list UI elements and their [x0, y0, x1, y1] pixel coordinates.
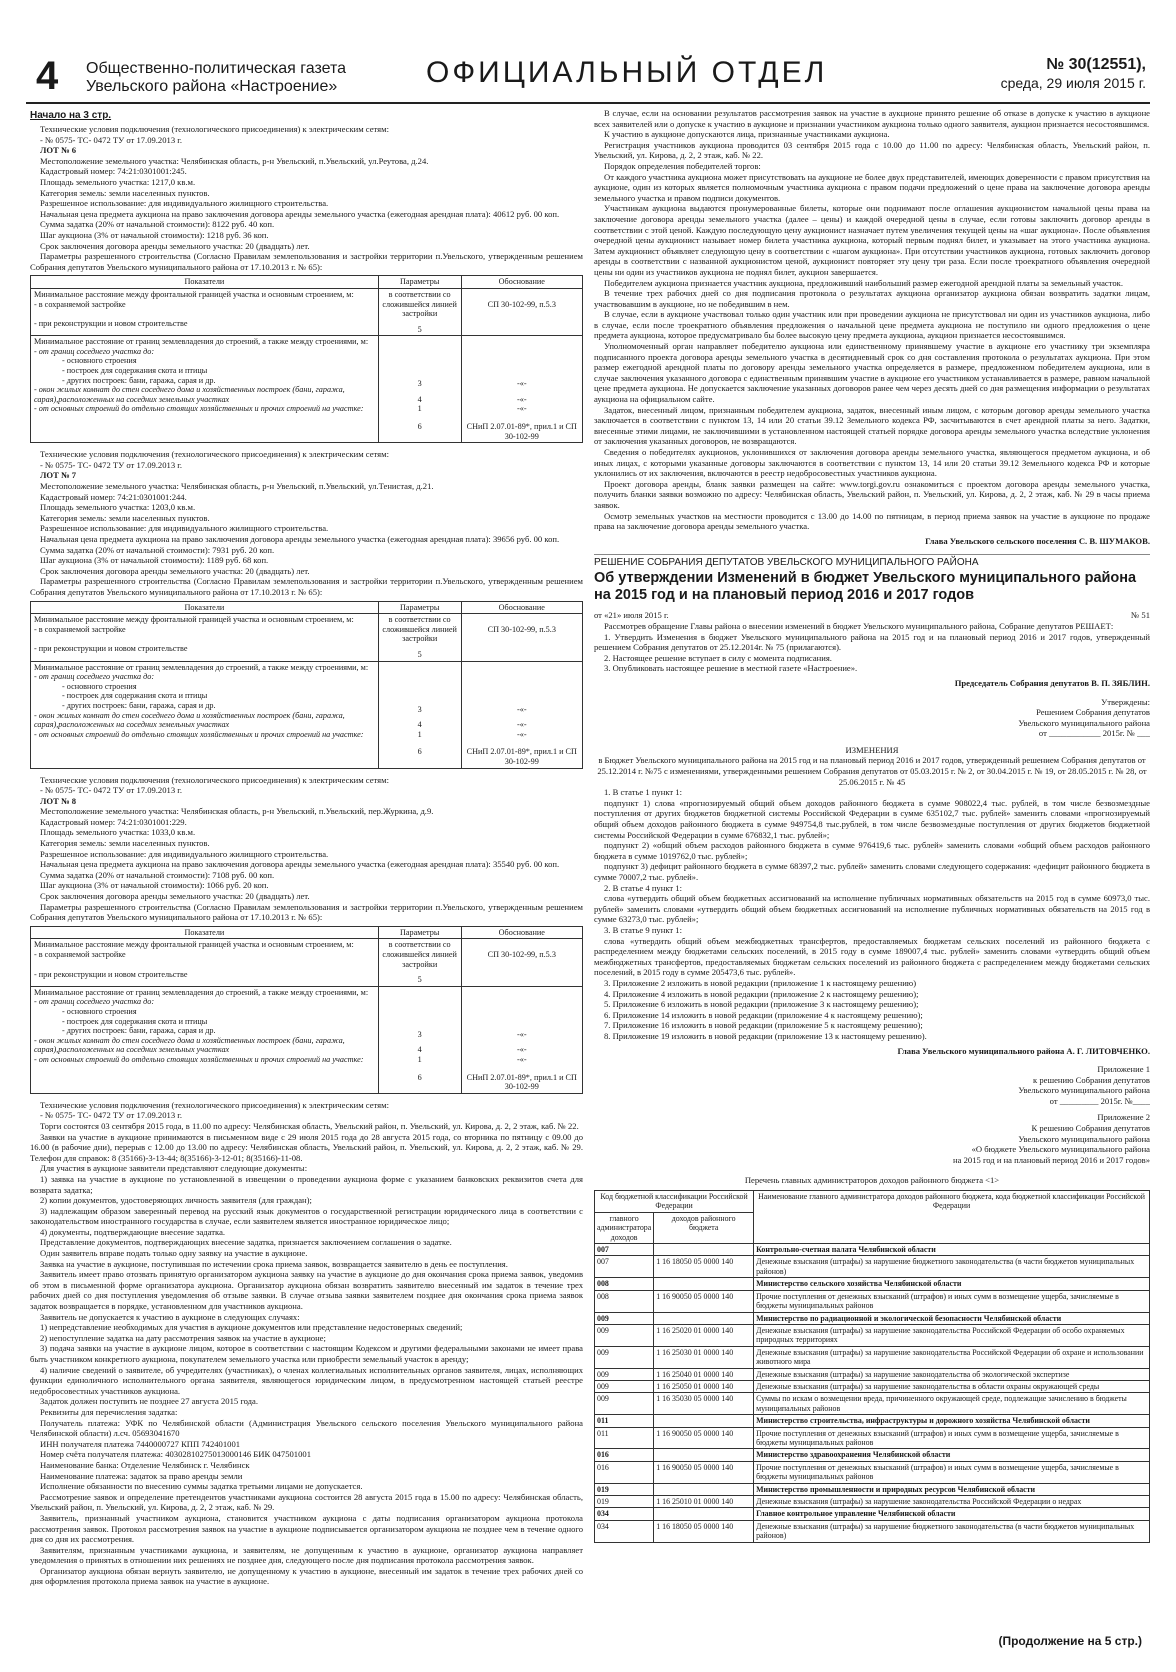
- income-code: 1 16 18050 05 0000 140: [654, 1520, 754, 1542]
- income-code: 1 16 25050 01 0000 140: [654, 1380, 754, 1392]
- appendix-2-block: Приложение 2 К решению Собрания депутатов Увельского муниципального района «О бюджете Увельского муниципального района на 2015 год и на плановый период 2016 и 2017 годов»: [953, 1112, 1150, 1165]
- paragraph: 3. Опубликовать настоящее решение в местной газете «Настроение».: [604, 663, 858, 674]
- admin-name: Денежные взыскания (штрафы) за нарушение бюджетного законодательства (в части бюджетов муниципальных районов): [754, 1520, 1150, 1542]
- table-row: [595, 1290, 1150, 1312]
- paragraph: Исполнение обязанности по внесению суммы задатка третьими лицами не допускается.: [40, 1481, 363, 1492]
- lot-title: ЛОТ № 6: [40, 145, 77, 156]
- lot-field: Площадь земельного участка: 1033,0 кв.м.: [40, 827, 196, 838]
- lot-field: Параметры разрешенного строительства (Согласно Правилам землепользования и застройки территории п.Увельского, утвержденным решением Собрания депутатов Увельского муниципального района от 17.10.2013 г. № 65):: [30, 251, 583, 272]
- paragraph: 1) непредставление необходимых для участия в аукционе документов или представление недостоверных сведений;: [40, 1322, 463, 1333]
- table-row: Минимальное расстояние от границ землевладения до строений, а также между строениями, м: - от границ соседнего участка до: - основного строения - построек для содержания скота и птицы - других построек: бани, гаража, сарая и др. - окон жилых комнат до стен соседнего дома и хозяйственных построек (бани, гаража, сарая),расположенных на соседних земельных участках - от основных строений до отдельно стоящих хозяйственных и прочих строений на участке: 3 4 1 6 -«- -«- -«- СНиП 2.07.01-89*, прил.1 и СП 30-102-99: [31, 986, 583, 1093]
- income-code: 1 16 25020 01 0000 140: [654, 1324, 754, 1346]
- income-code: [654, 1449, 754, 1461]
- table-row: [595, 1346, 1150, 1368]
- admin-code: 009: [595, 1312, 654, 1324]
- lot-field: Площадь земельного участка: 1203,0 кв.м.: [40, 502, 196, 513]
- paragraph: Заявителям, признанным участниками аукциона, и заявителям, не допущенным к участию в аукционе, организатор аукциона направляет уведомления о принятых в отношении них решениях не позднее дня, следующего после дня подписания протокола рассмотрения заявок.: [30, 1544, 583, 1566]
- table-row: [595, 1256, 1150, 1278]
- admin-code: 008: [595, 1290, 654, 1312]
- paragraph: 3) надлежащим образом заверенный перевод на русский язык документов о государственной регистрации юридического лица в соответствии с законодательством иностранного государства в случае, если заявителем является иностранное юридическое лицо;: [30, 1205, 583, 1227]
- income-code: 1 16 90050 05 0000 140: [654, 1461, 754, 1483]
- paragraph: Заявитель, признанный участником аукциона, становится участником аукциона с даты подписания организатором аукциона протокола рассмотрения заявок. Протокол рассмотрения заявок на участие в аукционе подписывается организатором аукциона не позднее чем в течение одного дня со дня их рассмотрения.: [30, 1512, 583, 1545]
- income-code: [654, 1244, 754, 1256]
- paragraph: 2) копии документов, удостоверяющих личность заявителя (для граждан);: [40, 1195, 312, 1206]
- admin-code: 019: [595, 1483, 654, 1495]
- signature: Председатель Собрания депутатов В. П. ЗЯБЛИН.: [954, 677, 1150, 688]
- paragraph: Порядок определения победителей торгов:: [604, 160, 761, 171]
- table-row: [595, 1461, 1150, 1483]
- paragraph: 1) заявка на участие в аукционе по установленной в извещении о проведении аукциона форме с указанием банковских реквизитов счета для возврата задатка;: [30, 1173, 583, 1195]
- table-row: Минимальное расстояние между фронтальной границей участка и основным строением, м: - в сохраняемой застройке - при реконструкции и новом строительстве в соответствии со сложившейся линией застройки 5 СП 30-102-99, п.5.3: [31, 288, 583, 335]
- paragraph: Торги состоятся 03 сентября 2015 года, в 11.00 по адресу: Челябинская область, Увельский район, п. Увельский, ул. Кирова, д. 2, 2 этаж, каб. № 22.: [40, 1120, 579, 1131]
- decision-number: № 51: [1131, 610, 1150, 621]
- paragraph: 6. Приложение 14 изложить в новой редакции (приложение 4 к настоящему решению);: [604, 1009, 923, 1020]
- admin-name: Прочие поступления от денежных взысканий (штрафов) и иных сумм в возмещение ущерба, зачисляемые в бюджеты муниципальных районов: [754, 1427, 1150, 1449]
- paragraph: подпункт 1) слова «прогнозируемый общий объем доходов районного бюджета в сумме 908022,4 тыс. рублей, в том числе безвозмездные поступления от других бюджетов бюджетной системы Российской Федерации в сумме 635102,7 тыс. рублей» заменить словами «прогнозируемый общий объем доходов районного бюджета в сумме 949754,8 тыс.рублей, в том числе безвозмездные поступления от других бюджетов бюджетной системы Российской Федерации в сумме 676832,1 тыс. рублей»;: [594, 797, 1150, 840]
- lot-field: Начальная цена предмета аукциона на право заключения договора аренды земельного участка (ежегодная арендная плата): 39656 руб. 00 коп.: [40, 534, 560, 544]
- lot-title: ЛОТ № 8: [40, 795, 77, 806]
- paragraph: Победителем аукциона признается участник аукциона, предложивший наибольший размер ежегодной арендной платы за земельный участок.: [604, 277, 1123, 288]
- lot-field: Категория земель: земли населенных пунктов.: [40, 838, 210, 849]
- lot-field: Срок заключения договора аренды земельного участка: 20 (двадцать) лет.: [40, 240, 310, 251]
- article-title: Об утверждении Изменений в бюджет Увельского муниципального района на 2015 год и на плановый период 2016 и 2017 годов: [594, 570, 1137, 604]
- admin-name: Денежные взыскания (штрафы) за нарушение законодательства об экологической экспертизе: [754, 1368, 1150, 1380]
- table-row: [595, 1520, 1150, 1542]
- tech-conditions: Технические условия подключения (технологического присоединения) к электрическим сетям:: [40, 124, 389, 134]
- paragraph: Задаток должен поступить не позднее 27 августа 2015 года.: [40, 1396, 259, 1407]
- paragraph: 3) подача заявки на участие в аукционе лицом, которое в соответствии с настоящим Кодексом и другими федеральными законами не имеет права быть участником конкретного аукциона, покупателем земельного участка или приобрести земельный участок в аренду;: [30, 1343, 583, 1364]
- admin-code: 034: [595, 1520, 654, 1542]
- table-row: Минимальное расстояние от границ землевладения до строений, а также между строениями, м: - от границ соседнего участка до: - основного строения - построек для содержания скота и птицы - других построек: бани, гаража, сарая и др. - окон жилых комнат до стен соседнего дома и хозяйственных построек (бани, гаража, сарая),расположенных на соседних земельных участках - от основных строений до отдельно стоящих хозяйственных и прочих строений на участке: 3 4 1 6 -«- -«- -«- СНиП 2.07.01-89*, прил.1 и СП 30-102-99: [31, 661, 583, 768]
- admin-name: Прочие поступления от денежных взысканий (штрафов) и иных сумм в возмещение ущерба, зачисляемые в бюджеты муниципальных районов: [754, 1461, 1150, 1483]
- paragraph: Осмотр земельных участков на местности проводится с 13.00 до 14.00 по пятницам, в период приема заявок на участие в аукционе по продаже права на заключение договора аренды земельного участка.: [594, 510, 1150, 532]
- paragraph: Уполномоченный орган направляет победителю аукциона или единственному принявшему участие в аукционе его участнику три экземпляра подписанного проекта договора аренды земельного участка в десятидневный срок со дня составления протокола о результатах аукциона. При этом размер ежегодной арендной платы по договору аренды земельного участка определяется в размере, предложенном победителем аукциона, или в случае заключения указанного договора с единственным принявшим участие в аукционе его участником устанавливается в размере, равном начальной цене предмета аукциона. Не допускается заключение указанных договоров ранее чем через десять дней со дня размещения информации о результатах аукциона на официальном сайте.: [594, 341, 1150, 405]
- table-row: Минимальное расстояние от границ землевладения до строений, а также между строениями, м: - от границ соседнего участка до: - основного строения - построек для содержания скота и птицы - других построек: бани, гаража, сарая и др. - окон жилых комнат до стен соседнего дома и хозяйственных построек (бани, гаража, сарая),расположенных на соседних земельных участках - от основных строений до отдельно стоящих хозяйственных и прочих строений на участке: 3 4 1 6 -«- -«- -«- СНиП 2.07.01-89*, прил.1 и СП 30-102-99: [31, 336, 583, 443]
- lot-field: Кадастровый номер: 74:21:0301001:245.: [40, 166, 187, 177]
- paragraph: подпункт 2) «общий объем расходов районного бюджета в сумме 976419,6 тыс. рублей» заменить словами «общий объем расходов районного бюджета в сумме 1019762,0 тыс. рублей»;: [594, 840, 1150, 861]
- income-code: 1 16 25010 01 0000 140: [654, 1496, 754, 1508]
- income-header: доходов районного бюджета: [654, 1212, 754, 1243]
- admin-name: Денежные взыскания (штрафы) за нарушение бюджетного законодательства (в части бюджетов муниципальных районов): [754, 1256, 1150, 1278]
- lot-field: Категория земель: земли населенных пунктов.: [40, 512, 210, 523]
- table-row: Минимальное расстояние между фронтальной границей участка и основным строением, м: - в сохраняемой застройке - при реконструкции и новом строительстве в соответствии со сложившейся линией застройки 5 СП 30-102-99, п.5.3: [31, 939, 583, 986]
- lot-field: Сумма задатка (20% от начальной стоимости): 7931 руб. 20 коп.: [40, 544, 275, 555]
- paragraph: 2) непоступление задатка на дату рассмотрения заявок на участие в аукционе;: [40, 1332, 326, 1343]
- admin-code: 016: [595, 1461, 654, 1483]
- admin-code: 016: [595, 1449, 654, 1461]
- income-code: 1 16 90050 05 0000 140: [654, 1427, 754, 1449]
- section-label: РЕШЕНИЕ СОБРАНИЯ ДЕПУТАТОВ УВЕЛЬСКОГО МУНИЦИПАЛЬНОГО РАЙОНА: [594, 554, 1150, 568]
- approval-block: Утверждены: Решением Собрания депутатов Увельского муниципального района от ____________ 2015г. № ___: [1018, 696, 1150, 739]
- lot-field: Местоположение земельного участка: Челябинская область, р-н Увельский, п.Увельский, ул.Реутова, д.24.: [40, 155, 429, 166]
- paragraph: В случае, если на основании результатов рассмотрения заявок на участие в аукционе принято решение об отказе в допуске к участию в аукционе всех заявителей или о допуске к участию в аукционе и признании участником аукциона только одного заявителя, аукцион признается несостоявшимся.: [594, 108, 1150, 129]
- paragraph: Рассмотрение заявок и определение претендентов участниками аукциона состоится 28 августа 2015 года в 15.00 по адресу: Челябинская область, Увельский район, п. Увельский, ул. Кирова, д. 2, 2 этаж, каб. № 29.: [30, 1491, 583, 1513]
- paragraph: Рассмотрев обращение Главы района о внесении изменений в бюджет Увельского муниципального района, Собрание депутатов РЕШАЕТ:: [604, 620, 1114, 631]
- admin-name: Министерство здравоохранения Челябинской области: [754, 1449, 1150, 1461]
- lot-field: Разрешенное использование: для индивидуального жилищного строительства.: [40, 198, 329, 209]
- paragraph: Участникам аукциона выдаются пронумерованные билеты, которые они поднимают после оглашения аукционистом начальной цены права на заключение договора аренды земельного участка (далее – цены) и каждой очередной цены в случае, если готовы заключить договор аренды в соответствии с этой ценой. Каждую последующую цену аукционист назначает путем увеличения текущей цены на «шаг аукциона». После объявления очередной цены аукционист называет номер билета участника аукциона, который первым поднял билет, и указывает на этого участника аукциона. Затем аукционист объявляет следующую цену в соответствии с «шагом аукциона». При отсутствии участников аукциона, готовых заключить договор аренды в соответствии с названной аукционистом ценой, аукционист повторяет эту цену три раза. Если после троекратного объявления очередной цены ни один из участников аукциона не поднял билет, аукцион завершается.: [594, 203, 1150, 277]
- paragraph: Заявки на участие в аукционе принимаются в письменном виде с 29 июля 2015 года до 28 августа 2015 года, со вторника по пятницу с 09.00 до 16.00 (в рабочие дни), перерыв с 12.00 до 13.00 по адресу: Челябинская область, Увельский район, п. Увельский, ул. Кирова, д. 2, 2 этаж, каб. № 29. Телефон для справок: 8 (35166)-3-13-44; 8(35166)-3-12-01; 8(35166)-11-08.: [30, 1131, 583, 1163]
- admin-code: 007: [595, 1244, 654, 1256]
- paragraph: Один заявитель вправе подать только одну заявку на участие в аукционе.: [40, 1248, 308, 1259]
- tech-conditions: Технические условия подключения (технологического присоединения) к электрическим сетям:: [40, 449, 389, 460]
- paragraph: От каждого участника аукциона может присутствовать на аукционе не более двух представителей, имеющих доверенности с правом присутствия на аукционе, один из которых является полномочным участника аукциона с правом подачи предложений о цене права на заключение договора аренды земельного участка и правом подписи документов.: [594, 171, 1150, 203]
- right-column: [594, 108, 1150, 1648]
- paragraph: 2. В статье 4 пункт 1:: [604, 882, 682, 893]
- paragraph: Наименование банка: Отделение Челябинск г. Челябинск: [40, 1459, 250, 1470]
- paragraph: слова «утвердить общий объем межбюджетных трансфертов, предоставляемых бюджетам сельских поселений из районного бюджета с распределением между бюджетами сельских поселений, в 2015 году в сумме 189007,4 тыс. рублей» заменить словами «утвердить общий объем межбюджетных трансфертов, предоставляемых бюджетам сельских поселений из районного бюджета с распределением между бюджетами сельских поселений, в 2015 году в сумме 205473,6 тыс. рублей».: [594, 935, 1150, 978]
- admin-code: 009: [595, 1346, 654, 1368]
- lot-field: Сумма задатка (20% от начальной стоимости): 8122 руб. 40 коп.: [40, 219, 275, 230]
- admin-header: главного администратора доходов: [595, 1212, 654, 1243]
- lot-field: Начальная цена предмета аукциона на право заключения договора аренды земельного участка (ежегодная арендная плата): 35540 руб. 00 коп.: [40, 859, 560, 870]
- paragraph: В течение трех рабочих дней со дня подписания протокола о результатах аукциона организатор аукциона обязан возвратить задатки лицам, участвовавшим в аукционе, но не победившим в нем.: [594, 288, 1150, 309]
- appendix-1-block: Приложение 1 к решению Собрания депутатов Увельского муниципального района от _________ 2015г. №____: [1018, 1064, 1150, 1106]
- tech-number: - № 0575- ТС- 0472 ТУ от 17.09.2013 г.: [40, 1110, 182, 1121]
- table-row: [595, 1324, 1150, 1346]
- continued-note: Начало на 3 стр.: [30, 110, 112, 121]
- paragraph: Номер счёта получателя платежа: 40302810275013000146 БИК 047501001: [40, 1449, 311, 1460]
- page-number: 4: [36, 54, 59, 98]
- lot-field: Начальная цена предмета аукциона на право заключения договора аренды земельного участка (ежегодная арендная плата): 40612 руб. 00 коп.: [40, 208, 560, 219]
- issue-date: среда, 29 июля 2015 г.: [1000, 75, 1146, 91]
- section-title: ОФИЦИАЛЬНЫЙ ОТДЕЛ: [426, 56, 828, 89]
- name-header: Наименование главного администратора доходов районного бюджета, кода бюджетной классификации Российской Федерации: [754, 1191, 1150, 1244]
- params-table: Показатели Параметры Обоснование Минимальное расстояние между фронтальной границей участка и основным строением, м: - в сохраняемой застройке - при реконструкции и новом строительстве в соответствии со сложившейся линией застройки 5 СП 30-102-99, п.5.3 Минимальное расстояние от границ землевладения до строений, а также между строениями, м: - от границ соседнего участка до: - основного строения - построек для содержания скота и птицы - других построек: бани, гаража, сарая и др. - окон жилых комнат до стен соседнего дома и хозяйственных построек (бани, гаража, сарая),расположенных на соседних земельных участках - от основных строений до отдельно стоящих хозяйственных и прочих строений на участке: 3 4 1 6 -«- -«- -«- СНиП 2.07.01-89*, прил.1 и СП 30-102-99: [30, 275, 583, 443]
- left-column: [30, 108, 583, 1648]
- tech-number: - № 0575- ТС- 0472 ТУ от 17.09.2013 г.: [40, 785, 182, 796]
- table-row: [595, 1312, 1150, 1324]
- table-row: [595, 1415, 1150, 1427]
- newspaper-name: Общественно-политическая газета Увельского района «Настроение»: [86, 60, 347, 95]
- paragraph: Заявитель имеет право отозвать принятую организатором аукциона заявку на участие в аукционе до дня окончания срока приема заявок, уведомив об этом в письменной форме организатора аукциона. Организатор аукциона обязан возвратить заявителю внесенный им задаток в течение трех рабочих дней со дня поступления уведомления об отзыве заявки. В случае отзыва заявки заявителем позднее дня окончания срока приема заявок задаток возвращается в порядке, установленном для участников аукциона.: [30, 1269, 583, 1312]
- admin-name: Главное контрольное управление Челябинской области: [754, 1508, 1150, 1520]
- paragraph: 2. Настоящее решение вступает в силу с момента подписания.: [604, 652, 832, 663]
- paragraph: Регистрация участников аукциона проводится 03 сентября 2015 года с 10.00 до 11.00 по адресу: Челябинская область, Увельский район, п. Увельский, ул. Кирова, д. 2, 2 этаж, каб. № 22.: [594, 139, 1150, 161]
- lot-field: Шаг аукциона (3% от начальной стоимости): 1218 руб. 36 коп.: [40, 229, 269, 240]
- lot-field: Разрешенное использование: для индивидуального жилищного строительства.: [40, 848, 329, 859]
- admin-code: 008: [595, 1278, 654, 1290]
- paragraph: Для участия в аукционе заявители представляют следующие документы:: [40, 1163, 308, 1174]
- paragraph: 4. Приложение 4 изложить в новой редакции (приложение 2 к настоящему решению);: [604, 988, 919, 999]
- lot-field: Местоположение земельного участка: Челябинская область, р-н Увельский, п.Увельский, ул.Тенистая, д.21.: [40, 481, 434, 492]
- signature: Глава Увельского муниципального района А. Г. ЛИТОВЧЕНКО.: [897, 1045, 1150, 1056]
- tech-conditions: Технические условия подключения (технологического присоединения) к электрическим сетям:: [40, 1099, 389, 1110]
- admin-name: Денежные взыскания (штрафы) за нарушение законодательства Российской Федерации об особо охраняемых природных территориях: [754, 1324, 1150, 1346]
- table-row: [595, 1508, 1150, 1520]
- signature: Глава Увельского сельского поселения С. В. ШУМАКОВ.: [925, 535, 1150, 546]
- paragraph: 1. В статье 1 пункт 1:: [604, 787, 682, 798]
- admin-name: Контрольно-счетная палата Челябинской области: [754, 1244, 1150, 1256]
- paragraph: 3. В статье 9 пункт 1:: [604, 924, 682, 935]
- paragraph: Заявка на участие в аукционе, поступившая по истечении срока приема заявок, возвращается заявителю в день ее поступления.: [40, 1258, 508, 1269]
- decision-meta: [594, 610, 1150, 621]
- changes-subtitle: в Бюджет Увельского муниципального района на 2015 год и на плановый период 2016 и 2017 годов, утвержденный решением Собрания депутатов от 25.12.2014 г. №75 с изменениями, утвержденными решением Собрания депутатов от 05.03.2015 г. № 2, от 30.04.2015 г. № 19, от 28.05.2015 г. № 28, от 25.06.2015 г. № 45: [597, 755, 1147, 787]
- paragraph: Заявитель не допускается к участию в аукционе в следующих случаях:: [40, 1311, 300, 1322]
- lot-field: Кадастровый номер: 74:21:0301001:229.: [40, 816, 187, 827]
- paragraph: Наименование платежа: задаток за право аренды земли: [40, 1470, 243, 1481]
- params-table: Показатели Параметры Обоснование Минимальное расстояние между фронтальной границей участка и основным строением, м: - в сохраняемой застройке - при реконструкции и новом строительстве в соответствии со сложившейся линией застройки 5 СП 30-102-99, п.5.3 Минимальное расстояние от границ землевладения до строений, а также между строениями, м: - от границ соседнего участка до: - основного строения - построек для содержания скота и птицы - других построек: бани, гаража, сарая и др. - окон жилых комнат до стен соседнего дома и хозяйственных построек (бани, гаража, сарая),расположенных на соседних земельных участках - от основных строений до отдельно стоящих хозяйственных и прочих строений на участке: 3 4 1 6 -«- -«- -«- СНиП 2.07.01-89*, прил.1 и СП 30-102-99: [30, 601, 583, 769]
- admin-name: Денежные взыскания (штрафы) за нарушение законодательства Российской Федерации об охране и использовании животного мира: [754, 1346, 1150, 1368]
- table-row: [595, 1427, 1150, 1449]
- lot-field: Шаг аукциона (3% от начальной стоимости): 1066 руб. 20 коп.: [40, 880, 269, 891]
- income-code: 1 16 90050 05 0000 140: [654, 1290, 754, 1312]
- income-code: [654, 1483, 754, 1495]
- lot-field: Площадь земельного участка: 1217,0 кв.м.: [40, 176, 196, 187]
- tech-conditions: Технические условия подключения (технологического присоединения) к электрическим сетям:: [40, 774, 389, 785]
- paragraph: Проект договора аренды, бланк заявки размещен на сайте: www.torgi.gov.ru ознакомиться с проектом договора аренды земельного участка, получить бланки заявки возможно по адресу: Челябинская область, Увельский район, п. Увельский, ул. Кирова, д. 2, 2 этаж, каб. № 29 в часы приема заявок.: [594, 478, 1150, 510]
- admin-code: 007: [595, 1256, 654, 1278]
- admin-name: Прочие поступления от денежных взысканий (штрафов) и иных сумм в возмещение ущерба, зачисляемые в бюджеты муниципальных районов: [754, 1290, 1150, 1312]
- lot-field: Срок заключения договора аренды земельного участка: 20 (двадцать) лет.: [40, 565, 310, 576]
- table-row: [595, 1244, 1150, 1256]
- admin-code: 009: [595, 1380, 654, 1392]
- admin-code: 011: [595, 1415, 654, 1427]
- tech-number: - № 0575- ТС- 0472 ТУ от 17.09.2013 г.: [40, 134, 182, 145]
- table-row: [595, 1368, 1150, 1380]
- table-row: [595, 1380, 1150, 1392]
- paragraph: 3. Приложение 2 изложить в новой редакции (приложение 1 к настоящему решению): [604, 977, 917, 988]
- admin-name: Министерство строительства, инфраструктуры и дорожного хозяйства Челябинской области: [754, 1415, 1150, 1427]
- administrators-table: [594, 1190, 1150, 1543]
- issue-info: [1001, 56, 1146, 92]
- admin-code: 009: [595, 1393, 654, 1415]
- paragraph: Получатель платежа: УФК по Челябинской области (Администрация Увельского сельского поселения Увельского муниципального района Челябинской области) л.сч. 05693041670: [30, 1417, 583, 1439]
- paragraph: 1. Утвердить Изменения в бюджет Увельского муниципального района на 2015 год и на плановый период 2016 и 2017 годов, утвержденный решением Собрания депутатов от 25.12.2014г. № 75 (прилагаются).: [594, 631, 1150, 653]
- admin-code: 011: [595, 1427, 654, 1449]
- income-code: [654, 1278, 754, 1290]
- table-row: Минимальное расстояние между фронтальной границей участка и основным строением, м: - в сохраняемой застройке - при реконструкции и новом строительстве в соответствии со сложившейся линией застройки 5 СП 30-102-99, п.5.3: [31, 614, 583, 661]
- lot-field: Категория земель: земли населенных пунктов.: [40, 187, 210, 198]
- admin-name: Министерство по радиационной и экологической безопасности Челябинской области: [754, 1312, 1150, 1324]
- decision-date: от «21» июля 2015 г.: [594, 610, 669, 621]
- paragraph: В случае, если в аукционе участвовал только один участник или при проведении аукциона не присутствовал ни один из участников аукциона, либо в случае, если после троекратного объявления предложения о начальной цене предмета аукциона не поступило ни одного предложения о цене предмета аукциона, которое предусматривало бы более высокую цену предмета аукциона, аукцион признается несостоявшимся.: [594, 309, 1150, 341]
- admin-name: Суммы по искам о возмещении вреда, причиненного окружающей среде, подлежащие зачислению в бюджеты муниципальных районов: [754, 1393, 1150, 1415]
- code-header: Код бюджетной классификации Российской Федерации: [595, 1191, 754, 1213]
- paragraph: Реквизиты для перечисления задатка:: [40, 1406, 178, 1417]
- paragraph: Представление документов, подтверждающих внесение задатка, признается заключением соглашения о задатке.: [40, 1237, 452, 1248]
- lot-field: Шаг аукциона (3% от начальной стоимости): 1189 руб. 68 коп.: [40, 555, 269, 566]
- lot-field: Сумма задатка (20% от начальной стоимости): 7108 руб. 00 коп.: [40, 869, 275, 880]
- lot-field: Разрешенное использование: для индивидуального жилищного строительства.: [40, 523, 329, 534]
- issue-number: № 30(12551),: [1046, 56, 1146, 73]
- income-code: 1 16 18050 05 0000 140: [654, 1256, 754, 1278]
- paragraph: ИНН получателя платежа 7440000727 КПП 742401001: [40, 1438, 241, 1449]
- paragraph: 5. Приложение 6 изложить в новой редакции (приложение 3 к настоящему решению);: [604, 999, 919, 1010]
- income-code: [654, 1312, 754, 1324]
- changes-title: ИЗМЕНЕНИЯ: [845, 744, 899, 755]
- table-row: [595, 1393, 1150, 1415]
- paragraph: 7. Приложение 16 изложить в новой редакции (приложение 5 к настоящему решению);: [604, 1020, 923, 1031]
- lot-field: Кадастровый номер: 74:21:0301001:244.: [40, 491, 187, 502]
- table-row: [595, 1483, 1150, 1495]
- table-row: [595, 1278, 1150, 1290]
- admin-name: Денежные взыскания (штрафы) за нарушение законодательства Российской Федерации о недрах: [754, 1496, 1150, 1508]
- income-code: 1 16 35030 05 0000 140: [654, 1393, 754, 1415]
- table-row: [595, 1449, 1150, 1461]
- admin-code: 034: [595, 1508, 654, 1520]
- admin-name: Министерство сельского хозяйства Челябинской области: [754, 1278, 1150, 1290]
- paragraph: К участию в аукционе допускаются лица, признанные участниками аукциона.: [604, 129, 890, 140]
- income-code: 1 16 25040 01 0000 140: [654, 1368, 754, 1380]
- lot-field: Местоположение земельного участка: Челябинская область, р-н Увельский, п.Увельский, пер.Журкина, д.9.: [40, 806, 434, 817]
- page-header: [26, 52, 1150, 104]
- admin-code: 009: [595, 1368, 654, 1380]
- income-code: [654, 1415, 754, 1427]
- admin-code: 009: [595, 1324, 654, 1346]
- income-code: 1 16 25030 01 0000 140: [654, 1346, 754, 1368]
- paragraph: слова «утвердить общий объем бюджетных ассигнований на исполнение публичных нормативных обязательств на 2015 год в сумме 60973,0 тыс. рублей» заменить словами «утвердить общий объем бюджетных ассигнований на исполнение публичных нормативных обязательств на 2015 год в сумме 63273,0 тыс. рублей»;: [594, 893, 1150, 925]
- params-table: Показатели Параметры Обоснование Минимальное расстояние между фронтальной границей участка и основным строением, м: - в сохраняемой застройке - при реконструкции и новом строительстве в соответствии со сложившейся линией застройки 5 СП 30-102-99, п.5.3 Минимальное расстояние от границ землевладения до строений, а также между строениями, м: - от границ соседнего участка до: - основного строения - построек для содержания скота и птицы - других построек: бани, гаража, сарая и др. - окон жилых комнат до стен соседнего дома и хозяйственных построек (бани, гаража, сарая),расположенных на соседних земельных участках - от основных строений до отдельно стоящих хозяйственных и прочих строений на участке: 3 4 1 6 -«- -«- -«- СНиП 2.07.01-89*, прил.1 и СП 30-102-99: [30, 926, 583, 1094]
- lot-field: Параметры разрешенного строительства (Согласно Правилам землепользования и застройки территории п.Увельского, утвержденным решением Собрания депутатов Увельского муниципального района от 17.10.2013 г. № 65):: [30, 901, 583, 923]
- paragraph: 4) наличие сведений о заявителе, об учредителях (участниках), о членах коллегиальных исполнительных органов заявителя, лицах, исполняющих функции единоличного исполнительного органа заявителя, являющегося юридическим лицом, в предусмотренном настоящей статьей реестре недобросовестных участников аукциона.: [30, 1364, 583, 1396]
- admin-code: 019: [595, 1496, 654, 1508]
- admin-name: Денежные взыскания (штрафы) за нарушение законодательства в области охраны окружающей среды: [754, 1380, 1150, 1392]
- paragraph: Организатор аукциона обязан вернуть заявителю, не допущенному к участию в аукционе, внесенный им задаток в течение трех рабочих дней со дня оформления протокола приема заявок на участие в аукционе.: [30, 1565, 583, 1587]
- lot-field: Срок заключения договора аренды земельного участка: 20 (двадцать) лет.: [40, 891, 310, 902]
- tech-number: - № 0575- ТС- 0472 ТУ от 17.09.2013 г.: [40, 459, 182, 470]
- income-code: [654, 1508, 754, 1520]
- paragraph: Сведения о победителях аукционов, уклонившихся от заключения договора аренды земельного участка, являющегося предметом аукциона, и об иных лицах, с которыми указанные договоры заключаются в соответствии с пунктом 13, 14 или 20 статьи 39.12 Земельного кодекса РФ и которые уклонились от их заключения, включаются в реестр недобросовестных участников аукциона.: [594, 447, 1150, 479]
- table-row: [595, 1496, 1150, 1508]
- list-title: Перечень главных администраторов доходов районного бюджета <1>: [744, 1175, 1000, 1186]
- paragraph: подпункт 3) дефицит районного бюджета в сумме 68397,2 тыс. рублей» заменить словами следующего содержания: «дефицит районного бюджета в сумме 70007,2 тыс. рублей».: [594, 861, 1150, 882]
- paragraph: 8. Приложение 19 изложить в новой редакции (приложение 13 к настоящему решению).: [604, 1030, 927, 1041]
- lot-title: ЛОТ № 7: [40, 470, 77, 481]
- paragraph: Задаток, внесенный лицом, признанным победителем аукциона, задаток, внесенный иным лицом, с которым договор аренды земельного участка заключается в соответствии с пунктом 13, 14 или 20 статьи 39.12 Земельного кодекса РФ, засчитываются в счет арендной платы за него. Задатки, внесенные этими лицами, не заключившими в установленном настоящей статьей порядке договора аренды земельного участка вследствие уклонения от заключения указанных договоров, не возвращаются.: [594, 404, 1150, 447]
- continuation-note: (Продолжение на 5 стр.): [998, 1634, 1142, 1648]
- admin-name: Министерство промышленности и природных ресурсов Челябинской области: [754, 1483, 1150, 1495]
- lot-field: Параметры разрешенного строительства (Согласно Правилам землепользования и застройки территории п.Увельского, утвержденным решением Собрания депутатов Увельского муниципального района от 17.10.2013 г. № 65):: [30, 576, 583, 597]
- paragraph: 4) документы, подтверждающие внесение задатка.: [40, 1226, 226, 1237]
